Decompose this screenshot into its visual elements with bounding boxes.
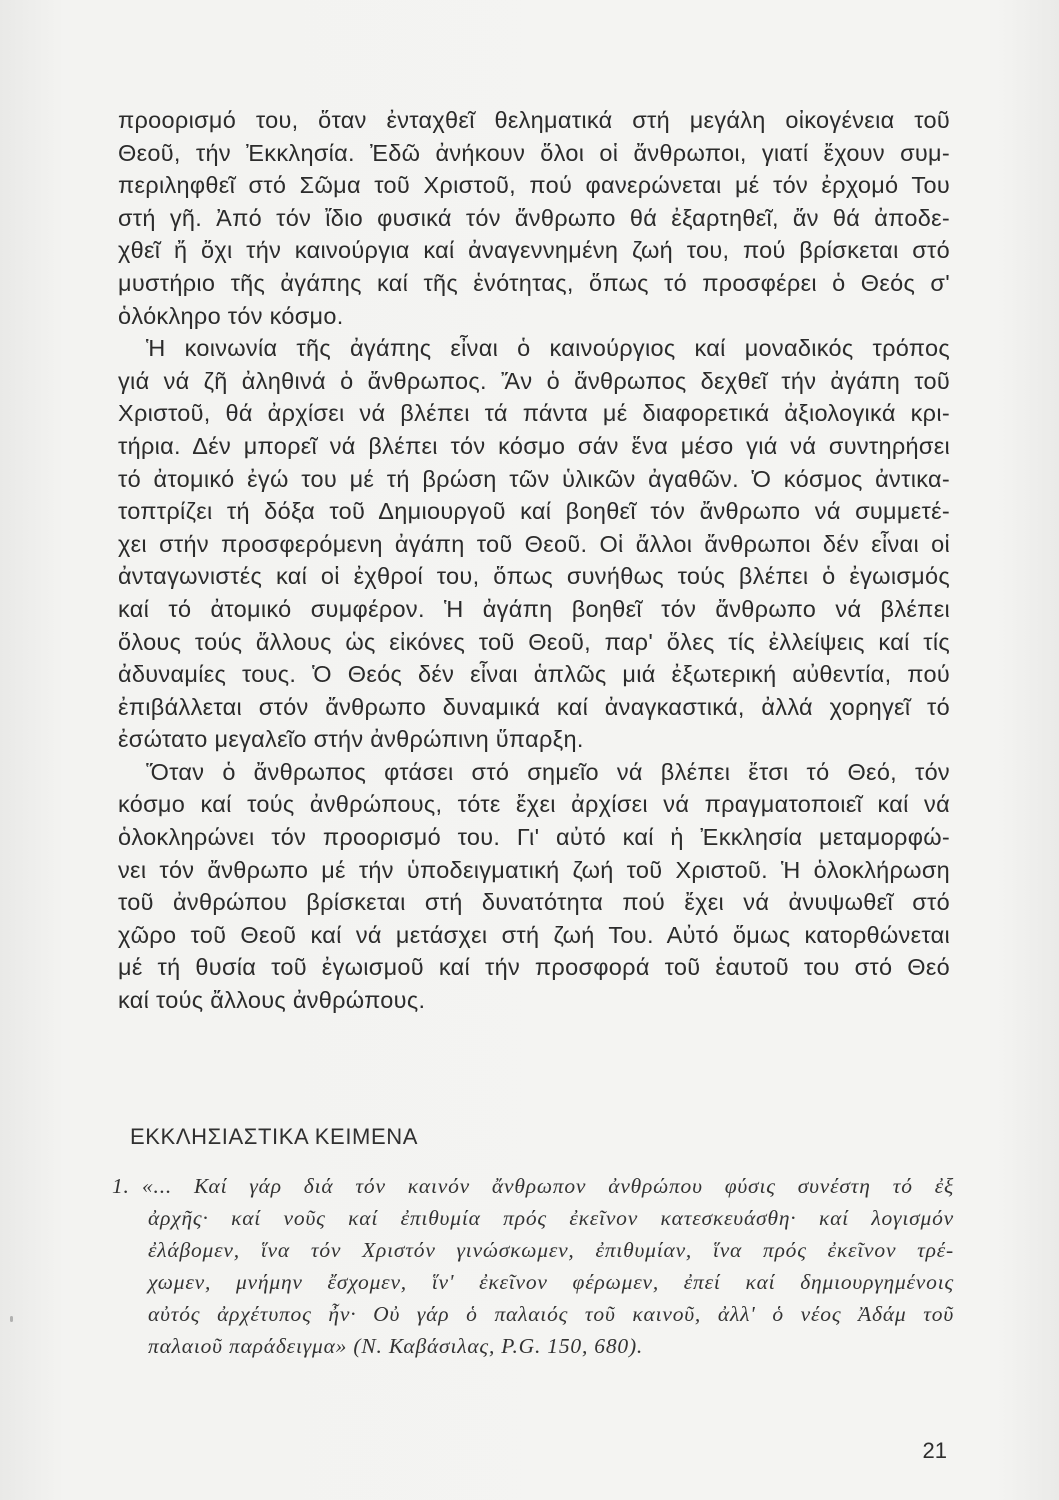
citation-line: χωμεν, μνήμην ἔσχομεν, ἵν' ἐκεῖνον φέρωμεν, ἐπεί καί δημιουργημένοις xyxy=(148,1270,954,1294)
text-line: τήρια. Δέν μπορεῖ νά βλέπει τόν κόσμο σάν ἕνα μέσο γιά νά συντηρήσει xyxy=(118,432,950,459)
text-line: Χριστοῦ, θά ἀρχίσει νά βλέπει τά πάντα μέ διαφορετικά ἀξιολογικά κρι- xyxy=(118,400,950,427)
text-line: τοπτρίζει τή δόξα τοῦ Δημιουργοῦ καί βοηθεῖ τόν ἄνθρωπο νά συμμετέ- xyxy=(118,498,950,525)
scan-speck xyxy=(10,1316,13,1322)
text-line: χθεῖ ἤ ὄχι τήν καινούργια καί ἀναγεννημένη ζωή του, πού βρίσκεται στό xyxy=(118,237,950,264)
text-line: ἐπιβάλλεται στόν ἄνθρωπο δυναμικά καί ἀναγκαστικά, ἀλλά χορηγεῖ τό xyxy=(118,693,950,720)
text-line: ἐσώτατο μεγαλεῖο στήν ἀνθρώπινη ὕπαρξη. xyxy=(118,726,584,753)
text-line: κόσμο καί τούς ἀνθρώπους, τότε ἔχει ἀρχίσει νά πραγματοποιεῖ καί νά xyxy=(118,791,950,818)
body-text xyxy=(118,104,950,1017)
text-line: Ἡ κοινωνία τῆς ἀγάπης εἶναι ὁ καινούργιος καί μοναδικός τρόπος xyxy=(146,335,950,362)
text-line: τό ἀτομικό ἐγώ του μέ τή βρώση τῶν ὑλικῶν ἀγαθῶν. Ὁ κόσμος ἀντικα- xyxy=(118,465,950,492)
page-number: 21 xyxy=(922,1438,947,1463)
text-line: Ὅταν ὁ ἄνθρωπος φτάσει στό σημεῖο νά βλέπει ἔτσι τό Θεό, τόν xyxy=(146,758,950,785)
text-line: χῶρο τοῦ Θεοῦ καί νά μετάσχει στή ζωή Του. Αὐτό ὅμως κατορθώνεται xyxy=(118,921,950,948)
text-line: ὁλόκληρο τόν κόσμο. xyxy=(118,302,344,329)
citation-text: «... Καί γάρ διά τόν καινόν ἄνθρωπον ἀνθρώπου φύσις συνέστη τό ἐξ xyxy=(142,1174,954,1198)
paragraph-1 xyxy=(118,104,950,332)
text-line: νει τόν ἄνθρωπο μέ τήν ὑποδειγματική ζωή τοῦ Χριστοῦ. Ἡ ὁλοκλήρωση xyxy=(118,856,950,883)
text-line: χει στήν προσφερόμενη ἀγάπη τοῦ Θεοῦ. Οἱ ἄλλοι ἄνθρωποι δέν εἶναι οἱ xyxy=(118,530,950,557)
text-line: Θεοῦ, τήν Ἐκκλησία. Ἐδῶ ἀνήκουν ὅλοι οἱ ἄνθρωποι, γιατί ἔχουν συμ- xyxy=(118,139,950,166)
text-line: ἀνταγωνιστές καί οἱ ἐχθροί του, ὅπως συνήθως τούς βλέπει ὁ ἐγωισμός xyxy=(118,563,950,590)
text-line: προορισμό του, ὅταν ἐνταχθεῖ θεληματικά στή μεγάλη οἰκογένεια τοῦ xyxy=(118,107,950,133)
paragraph-3 xyxy=(118,756,950,1017)
citation-line: ἐλάβομεν, ἵνα τόν Χριστόν γινώσκωμεν, ἐπιθυμίαν, ἵνα πρός ἐκεῖνον τρέ- xyxy=(148,1238,954,1262)
citation-line: παλαιοῦ παράδειγμα» (Ν. Καβάσιλας, P.G. 150, 680). xyxy=(148,1334,644,1358)
text-line: ὁλοκληρώνει τόν προορισμό του. Γι' αὐτό καί ἡ Ἐκκλησία μεταμορφώ- xyxy=(118,824,950,851)
citation-number: 1. xyxy=(112,1174,130,1198)
text-line: ἀδυναμίες τους. Ὁ Θεός δέν εἶναι ἁπλῶς μιά ἐξωτερική αὐθεντία, πού xyxy=(118,661,950,688)
citation-line xyxy=(112,1170,954,1202)
text-line: μυστήριο τῆς ἀγάπης καί τῆς ἑνότητας, ὅπως τό προσφέρει ὁ Θεός σ' xyxy=(118,269,950,296)
text-line: περιληφθεῖ στό Σῶμα τοῦ Χριστοῦ, πού φανερώνεται μέ τόν ἐρχομό Του xyxy=(118,172,950,199)
text-line: καί τούς ἄλλους ἀνθρώπους. xyxy=(118,987,426,1014)
text-line: γιά νά ζῆ ἀληθινά ὁ ἄνθρωπος. Ἄν ὁ ἄνθρωπος δεχθεῖ τήν ἀγάπη τοῦ xyxy=(118,367,950,394)
text-line: τοῦ ἀνθρώπου βρίσκεται στή δυνατότητα πού ἔχει νά ἀνυψωθεῖ στό xyxy=(118,889,950,916)
citation-line: αὐτός ἀρχέτυπος ἦν· Οὐ γάρ ὁ παλαιός τοῦ καινοῦ, ἀλλ' ὁ νέος Ἀδάμ τοῦ xyxy=(148,1302,954,1326)
section-heading: ΕΚΚΛΗΣΙΑΣΤΙΚΑ ΚΕΙΜΕΝΑ xyxy=(130,1124,419,1149)
citation-block xyxy=(112,1170,954,1362)
text-line: στή γῆ. Ἀπό τόν ἴδιο φυσικά τόν ἄνθρωπο θά ἐξαρτηθεῖ, ἄν θά ἀποδε- xyxy=(118,204,950,231)
citation-line: ἀρχῆς· καί νοῦς καί ἐπιθυμία πρός ἐκεῖνον κατεσκευάσθη· καί λογισμόν xyxy=(148,1206,954,1230)
text-line: μέ τή θυσία τοῦ ἐγωισμοῦ καί τήν προσφορά τοῦ ἑαυτοῦ του στό Θεό xyxy=(118,954,950,981)
text-line: καί τό ἀτομικό συμφέρον. Ἡ ἀγάπη βοηθεῖ τόν ἄνθρωπο νά βλέπει xyxy=(118,595,950,622)
text-line: ὅλους τούς ἄλλους ὡς εἰκόνες τοῦ Θεοῦ, παρ' ὅλες τίς ἐλλείψεις καί τίς xyxy=(118,628,950,655)
paragraph-2 xyxy=(118,332,950,756)
